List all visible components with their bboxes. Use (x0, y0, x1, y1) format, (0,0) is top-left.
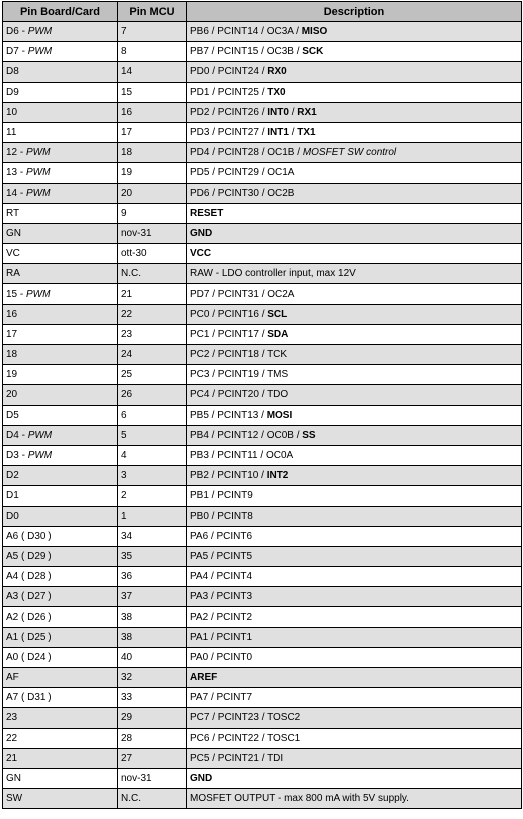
cell-pin-board (3, 506, 118, 526)
header-description: Description (187, 2, 522, 22)
cell-pin-board (3, 466, 118, 486)
cell-pin-board (3, 748, 118, 768)
cell-pin-board (3, 223, 118, 243)
description-segment: PC0 / PCINT16 / (190, 308, 268, 320)
cell-pin-mcu: 8 (118, 42, 187, 62)
pin-board-label: GN (6, 773, 21, 785)
cell-pin-board (3, 627, 118, 647)
description-segment: MOSI (266, 409, 293, 421)
cell-pin-board (3, 122, 118, 142)
pin-board-label: D3 (6, 450, 19, 462)
table-row (3, 264, 522, 284)
cell-pin-board (3, 42, 118, 62)
cell-pin-mcu: N.C. (118, 264, 187, 284)
cell-pin-mcu: ott-30 (118, 244, 187, 264)
cell-pin-mcu: 6 (118, 405, 187, 425)
description-segment: PB3 / PCINT11 / OC0A (190, 450, 294, 462)
cell-pin-board (3, 647, 118, 667)
cell-pin-mcu: 34 (118, 526, 187, 546)
cell-description (187, 668, 522, 688)
pwm-separator: - (18, 450, 28, 462)
description-segment: PC2 / PCINT18 / TCK (190, 349, 288, 361)
table-row (3, 728, 522, 748)
pwm-separator: - (17, 147, 27, 159)
table-row (3, 748, 522, 768)
description-segment: PA7 / PCINT7 (190, 692, 253, 704)
description-segment: PD1 / PCINT25 / (190, 86, 268, 98)
pin-board-label: D4 (6, 429, 19, 441)
cell-pin-board (3, 587, 118, 607)
cell-pin-mcu: 1 (118, 506, 187, 526)
table-row (3, 405, 522, 425)
description-segment: RX0 (267, 66, 287, 78)
description-segment: PA2 / PCINT2 (190, 611, 253, 623)
cell-description (187, 223, 522, 243)
pin-board-label: 10 (6, 106, 18, 118)
cell-description (187, 768, 522, 788)
cell-description (187, 264, 522, 284)
pin-board-label: 14 (6, 187, 18, 199)
description-segment: PA3 / PCINT3 (190, 591, 253, 603)
description-segment: PC7 / PCINT23 / TOSC2 (190, 712, 301, 724)
cell-pin-mcu: 2 (118, 486, 187, 506)
description-segment: SDA (267, 328, 289, 340)
cell-description (187, 203, 522, 223)
description-segment: PB4 / PCINT12 / OC0B / (190, 429, 303, 441)
pin-board-label: A6 ( D30 ) (6, 530, 52, 542)
cell-description (187, 567, 522, 587)
table-row (3, 647, 522, 667)
cell-pin-board (3, 143, 118, 163)
cell-pin-board (3, 607, 118, 627)
cell-description (187, 526, 522, 546)
pin-board-label: D9 (6, 86, 19, 98)
cell-description (187, 42, 522, 62)
pin-board-label: 20 (6, 389, 18, 401)
table-row (3, 607, 522, 627)
cell-description (187, 546, 522, 566)
description-segment: SS (302, 429, 316, 441)
cell-pin-board (3, 668, 118, 688)
pin-board-label: RA (6, 268, 20, 280)
description-segment: PD0 / PCINT24 / (190, 66, 268, 78)
table-row (3, 768, 522, 788)
pin-board-label: 13 (6, 167, 18, 179)
description-segment: RX1 (297, 106, 317, 118)
pin-board-label: 22 (6, 732, 18, 744)
cell-pin-mcu: 22 (118, 304, 187, 324)
table-row (3, 82, 522, 102)
cell-pin-board (3, 82, 118, 102)
pwm-label: PWM (26, 167, 51, 179)
cell-pin-mcu: 5 (118, 425, 187, 445)
description-segment: PB6 / PCINT14 / OC3A / (190, 26, 302, 38)
cell-description (187, 365, 522, 385)
table-row (3, 506, 522, 526)
cell-description (187, 183, 522, 203)
table-row (3, 143, 522, 163)
description-segment: / (288, 106, 298, 118)
pin-board-label: A2 ( D26 ) (6, 611, 52, 623)
cell-pin-board (3, 304, 118, 324)
cell-pin-mcu: 37 (118, 587, 187, 607)
description-segment: PD7 / PCINT31 / OC2A (190, 288, 295, 300)
description-segment: TX0 (267, 86, 286, 98)
table-row (3, 304, 522, 324)
description-segment: PA6 / PCINT6 (190, 530, 253, 542)
cell-pin-mcu: nov-31 (118, 768, 187, 788)
cell-pin-mcu: 32 (118, 668, 187, 688)
cell-pin-mcu: 3 (118, 466, 187, 486)
cell-pin-board (3, 789, 118, 809)
cell-pin-board (3, 708, 118, 728)
cell-description (187, 607, 522, 627)
cell-description (187, 708, 522, 728)
table-row (3, 526, 522, 546)
description-segment: PD2 / PCINT26 / (190, 106, 268, 118)
cell-pin-mcu: 4 (118, 445, 187, 465)
cell-pin-board (3, 244, 118, 264)
pwm-separator: - (17, 167, 27, 179)
cell-pin-mcu: 27 (118, 748, 187, 768)
description-segment: TX1 (297, 127, 316, 139)
description-segment: INT0 (267, 106, 289, 118)
description-segment: PD6 / PCINT30 / OC2B (190, 187, 295, 199)
cell-description (187, 163, 522, 183)
pin-board-label: D6 (6, 26, 19, 38)
pwm-label: PWM (26, 288, 51, 300)
table-row (3, 445, 522, 465)
cell-pin-mcu: 20 (118, 183, 187, 203)
cell-pin-mcu: 25 (118, 365, 187, 385)
pin-board-label: A1 ( D25 ) (6, 631, 52, 643)
pin-board-label: 15 (6, 288, 18, 300)
description-segment: AREF (190, 672, 218, 684)
pin-board-label: 11 (6, 127, 17, 139)
cell-pin-mcu: 16 (118, 102, 187, 122)
pwm-label: PWM (26, 147, 51, 159)
table-row (3, 102, 522, 122)
pin-board-label: RT (6, 207, 20, 219)
cell-pin-board (3, 264, 118, 284)
cell-description (187, 647, 522, 667)
cell-description (187, 466, 522, 486)
description-segment: RAW - LDO controller input, max 12V (190, 268, 356, 280)
pin-board-label: 12 (6, 147, 18, 159)
cell-pin-mcu: 28 (118, 728, 187, 748)
description-segment: SCK (302, 46, 324, 58)
cell-description (187, 143, 522, 163)
table-row (3, 365, 522, 385)
cell-pin-board (3, 183, 118, 203)
cell-pin-mcu: 23 (118, 324, 187, 344)
cell-description (187, 445, 522, 465)
header-pin-mcu: Pin MCU (118, 2, 187, 22)
table-row (3, 42, 522, 62)
cell-description (187, 748, 522, 768)
description-segment: PB0 / PCINT8 (190, 510, 253, 522)
pwm-label: PWM (26, 187, 51, 199)
cell-pin-board (3, 405, 118, 425)
table-row (3, 486, 522, 506)
pin-board-label: A4 ( D28 ) (6, 571, 52, 583)
pin-board-label: SW (6, 793, 23, 805)
cell-description (187, 62, 522, 82)
cell-description (187, 244, 522, 264)
pin-board-label: GN (6, 227, 21, 239)
table-row (3, 244, 522, 264)
cell-pin-mcu: 26 (118, 385, 187, 405)
description-segment: SCL (267, 308, 288, 320)
cell-pin-mcu: 36 (118, 567, 187, 587)
description-segment: PB1 / PCINT9 (190, 490, 253, 502)
pin-board-label: A3 ( D27 ) (6, 591, 52, 603)
cell-description (187, 122, 522, 142)
cell-pin-mcu: 17 (118, 122, 187, 142)
cell-pin-mcu: 9 (118, 203, 187, 223)
cell-description (187, 425, 522, 445)
table-row (3, 587, 522, 607)
pin-board-label: 21 (6, 752, 18, 764)
cell-pin-board (3, 688, 118, 708)
pin-board-label: A0 ( D24 ) (6, 651, 52, 663)
cell-description (187, 102, 522, 122)
table-row (3, 62, 522, 82)
description-segment: PD3 / PCINT27 / (190, 127, 268, 139)
header-row (3, 2, 522, 22)
pin-board-label: D7 (6, 46, 19, 58)
header-pin-board: Pin Board/Card (3, 2, 118, 22)
description-segment: PB7 / PCINT15 / OC3B / (190, 46, 303, 58)
pin-board-label: 23 (6, 712, 18, 724)
description-segment: PA1 / PCINT1 (190, 631, 253, 643)
pwm-separator: - (18, 46, 28, 58)
cell-description (187, 304, 522, 324)
cell-pin-board (3, 102, 118, 122)
cell-pin-board (3, 486, 118, 506)
table-row (3, 223, 522, 243)
pin-board-label: 16 (6, 308, 18, 320)
cell-pin-board (3, 203, 118, 223)
description-segment: PC4 / PCINT20 / TDO (190, 389, 289, 401)
cell-description (187, 728, 522, 748)
cell-pin-board (3, 62, 118, 82)
cell-description (187, 405, 522, 425)
cell-pin-board (3, 365, 118, 385)
description-segment: PC6 / PCINT22 / TOSC1 (190, 732, 301, 744)
table-row (3, 708, 522, 728)
cell-pin-mcu: 38 (118, 627, 187, 647)
cell-pin-board (3, 526, 118, 546)
cell-pin-mcu: 18 (118, 143, 187, 163)
pin-board-label: A7 ( D31 ) (6, 692, 52, 704)
table-row (3, 688, 522, 708)
cell-pin-mcu: 38 (118, 607, 187, 627)
table-row (3, 546, 522, 566)
pwm-label: PWM (27, 429, 53, 441)
table-row (3, 163, 522, 183)
description-segment: MISO (301, 26, 328, 38)
pin-board-label: 18 (6, 349, 18, 361)
table-row (3, 668, 522, 688)
pwm-label: PWM (27, 26, 53, 38)
cell-pin-board (3, 385, 118, 405)
cell-pin-mcu: 7 (118, 22, 187, 42)
cell-pin-board (3, 768, 118, 788)
pin-board-label: D1 (6, 490, 19, 502)
pin-board-label: D5 (6, 409, 19, 421)
description-segment: PB5 / PCINT13 / (190, 409, 267, 421)
cell-pin-mcu: 19 (118, 163, 187, 183)
cell-pin-mcu: 24 (118, 345, 187, 365)
table-row (3, 203, 522, 223)
cell-pin-board (3, 445, 118, 465)
cell-pin-mcu: 35 (118, 546, 187, 566)
cell-pin-mcu: nov-31 (118, 223, 187, 243)
description-segment: PA4 / PCINT4 (190, 571, 253, 583)
cell-pin-mcu: 33 (118, 688, 187, 708)
cell-pin-board (3, 22, 118, 42)
pin-board-label: 17 (6, 328, 18, 340)
description-segment: VCC (190, 248, 212, 260)
cell-description (187, 324, 522, 344)
cell-description (187, 345, 522, 365)
cell-pin-mcu: 21 (118, 284, 187, 304)
cell-description (187, 385, 522, 405)
description-segment: / (288, 127, 298, 139)
pin-board-label: A5 ( D29 ) (6, 550, 52, 562)
table-row (3, 425, 522, 445)
pwm-label: PWM (27, 46, 53, 58)
description-segment: PC3 / PCINT19 / TMS (190, 369, 289, 381)
table-row (3, 284, 522, 304)
cell-pin-board (3, 546, 118, 566)
cell-pin-board (3, 567, 118, 587)
table-row (3, 345, 522, 365)
description-segment: PC1 / PCINT17 / (190, 328, 268, 340)
cell-pin-board (3, 284, 118, 304)
description-segment: INT2 (266, 470, 289, 482)
table-row (3, 627, 522, 647)
cell-pin-mcu: 15 (118, 82, 187, 102)
pin-board-label: D2 (6, 470, 19, 482)
pin-board-label: AF (6, 672, 19, 684)
description-segment: RESET (190, 207, 224, 219)
description-segment: GND (190, 227, 213, 239)
pwm-separator: - (18, 429, 28, 441)
pwm-separator: - (17, 288, 27, 300)
description-segment: INT1 (267, 127, 289, 139)
pin-board-label: VC (6, 248, 20, 260)
cell-description (187, 284, 522, 304)
description-segment: GND (190, 773, 213, 785)
cell-description (187, 506, 522, 526)
description-segment: PB2 / PCINT10 / (190, 470, 267, 482)
table-row (3, 22, 522, 42)
table-row (3, 385, 522, 405)
cell-description (187, 627, 522, 647)
pin-mapping-table (2, 1, 522, 809)
pin-board-label: D8 (6, 66, 19, 78)
cell-pin-board (3, 425, 118, 445)
pin-board-label: 19 (6, 369, 18, 381)
cell-pin-mcu: 40 (118, 647, 187, 667)
table-row (3, 122, 522, 142)
description-segment: PD5 / PCINT29 / OC1A (190, 167, 295, 179)
cell-description (187, 82, 522, 102)
cell-pin-mcu: 14 (118, 62, 187, 82)
description-segment: PC5 / PCINT21 / TDI (190, 752, 284, 764)
pwm-label: PWM (27, 450, 53, 462)
table-row (3, 789, 522, 809)
table-row (3, 567, 522, 587)
description-segment: PA0 / PCINT0 (190, 651, 253, 663)
cell-pin-mcu: N.C. (118, 789, 187, 809)
cell-description (187, 587, 522, 607)
description-segment: PA5 / PCINT5 (190, 550, 253, 562)
cell-pin-mcu: 29 (118, 708, 187, 728)
description-segment: MOSFET OUTPUT - max 800 mA with 5V supply. (190, 793, 409, 805)
table-row (3, 324, 522, 344)
cell-description (187, 486, 522, 506)
pwm-separator: - (18, 26, 28, 38)
cell-pin-board (3, 345, 118, 365)
cell-description (187, 22, 522, 42)
pwm-separator: - (17, 187, 27, 199)
table-row (3, 183, 522, 203)
cell-pin-board (3, 324, 118, 344)
cell-description (187, 789, 522, 809)
table-row (3, 466, 522, 486)
cell-pin-board (3, 728, 118, 748)
pin-board-label: D0 (6, 510, 19, 522)
cell-description (187, 688, 522, 708)
table-body (3, 22, 522, 809)
cell-pin-board (3, 163, 118, 183)
table-header (3, 2, 522, 22)
description-segment: MOSFET SW control (302, 147, 397, 159)
description-segment: PD4 / PCINT28 / OC1B / (190, 147, 303, 159)
